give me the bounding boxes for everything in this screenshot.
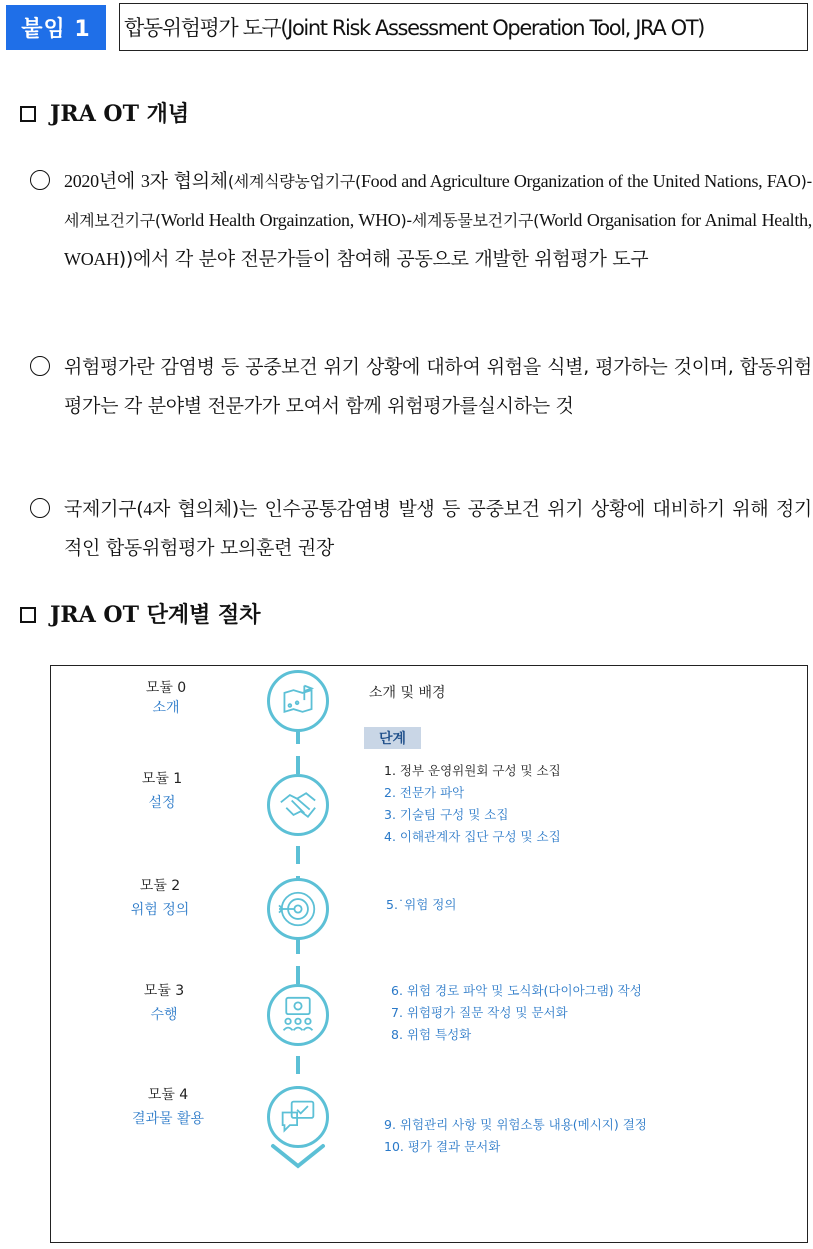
team-presentation-icon xyxy=(267,984,329,1046)
paragraph-jra-origin xyxy=(30,162,812,279)
module-name: 결과물 활용 xyxy=(131,1111,205,1127)
module-2-label xyxy=(95,876,225,920)
woah-english: World Organisation for Animal Health, WOAH xyxy=(64,210,812,269)
square-bullet-icon xyxy=(20,607,36,623)
module-number: 모듈 0 xyxy=(145,680,187,696)
section-heading-concept xyxy=(20,97,189,128)
text-span: ))에서 각 분야 전문가들이 참여해 공동으로 개발한 위험평가 도구 xyxy=(118,248,649,270)
section-heading-procedure-text: JRA OT 단계별 절차 xyxy=(50,602,261,628)
text-span: )-세계동물보건기구( xyxy=(400,211,540,230)
chevron-down-icon xyxy=(269,1142,327,1172)
text-span: 자 협의체 xyxy=(149,170,228,192)
module-name: 설정 xyxy=(148,795,176,811)
step-9: 9. 위험관리 사항 및 위험소통 내용(메시지) 결정 xyxy=(384,1117,647,1132)
document-title: 합동위험평가 도구(Joint Risk Assessment Operation Tool, JRA OT) xyxy=(119,3,808,51)
module-4-label xyxy=(103,1085,233,1129)
circle-bullet-icon xyxy=(30,170,50,190)
jra-procedure-diagram xyxy=(50,665,808,1243)
section-heading-concept-text: JRA OT 개념 xyxy=(50,101,190,127)
module-number: 모듈 2 xyxy=(139,878,181,894)
square-bullet-icon xyxy=(20,106,36,122)
paragraph-text xyxy=(64,162,812,279)
module-number: 모듈 3 xyxy=(143,983,185,999)
module-name: 위험 정의 xyxy=(130,902,190,918)
number-text: 3 xyxy=(140,171,150,191)
module-number: 모듈 1 xyxy=(141,771,183,787)
paragraph-risk-definition xyxy=(30,348,812,426)
step-10: 10. 평가 결과 문서화 xyxy=(384,1139,501,1154)
fao-english: Food and Agriculture Organization of the United Nations, FAO xyxy=(360,171,801,191)
module-3-label xyxy=(99,981,229,1025)
module-name: 소개 xyxy=(152,700,180,716)
module-1-label xyxy=(97,769,227,813)
step-4: 4. 이해관계자 집단 구성 및 소집 xyxy=(384,829,561,844)
number-text: 4 xyxy=(143,499,153,519)
intro-background-text: 소개 및 배경 xyxy=(369,685,446,701)
text-span: 년에 xyxy=(98,170,141,192)
map-flag-icon xyxy=(267,670,329,732)
paragraph-international-recommendation xyxy=(30,490,812,568)
circle-bullet-icon xyxy=(30,498,50,518)
chat-check-icon xyxy=(267,1086,329,1148)
text-span: (세계식량농업기구( xyxy=(227,172,361,191)
text-span: 국제기구( xyxy=(64,498,144,520)
year-text: 2020 xyxy=(64,171,99,191)
step-8: 8. 위험 특성화 xyxy=(391,1027,472,1042)
who-english: World Health Orgainzation, WHO xyxy=(160,210,401,230)
step-6: 6. 위험 경로 파악 및 도식화(다이아그램) 작성 xyxy=(391,983,642,998)
step-1: 1. 정부 운영위원회 구성 및 소집 xyxy=(384,763,561,778)
circle-bullet-icon xyxy=(30,356,50,376)
stage-tag: 단계 xyxy=(364,727,421,749)
paragraph-text: 위험평가란 감염병 등 공중보건 위기 상황에 대하여 위험을 식별, 평가하는 것이며, 합동위험평가는 각 분야별 전문가가 모여서 함께 위험평가를실시하는 것 xyxy=(64,356,812,417)
text-span: )-세계보건기구( xyxy=(64,172,812,230)
module-0-label xyxy=(101,678,231,718)
step-2: 2. 전문가 파악 xyxy=(384,785,465,800)
attachment-badge: 붙임 1 xyxy=(6,5,106,50)
step-3: 3. 기술팀 구성 및 소집 xyxy=(384,807,509,822)
paragraph-text xyxy=(64,490,812,568)
handshake-icon xyxy=(267,774,329,836)
target-icon xyxy=(267,878,329,940)
module-name: 수행 xyxy=(150,1007,178,1023)
step-5: 5.˙위험 정의 xyxy=(386,897,457,912)
text-span: 자 협의체)는 인수공통감염병 발생 등 공중보건 위기 상황에 대비하기 위해 정기적인 합동위험평가 모의훈련 권장 xyxy=(64,498,812,559)
step-7: 7. 위험평가 질문 작성 및 문서화 xyxy=(391,1005,568,1020)
section-heading-procedure xyxy=(20,598,261,629)
module-number: 모듈 4 xyxy=(147,1087,189,1103)
